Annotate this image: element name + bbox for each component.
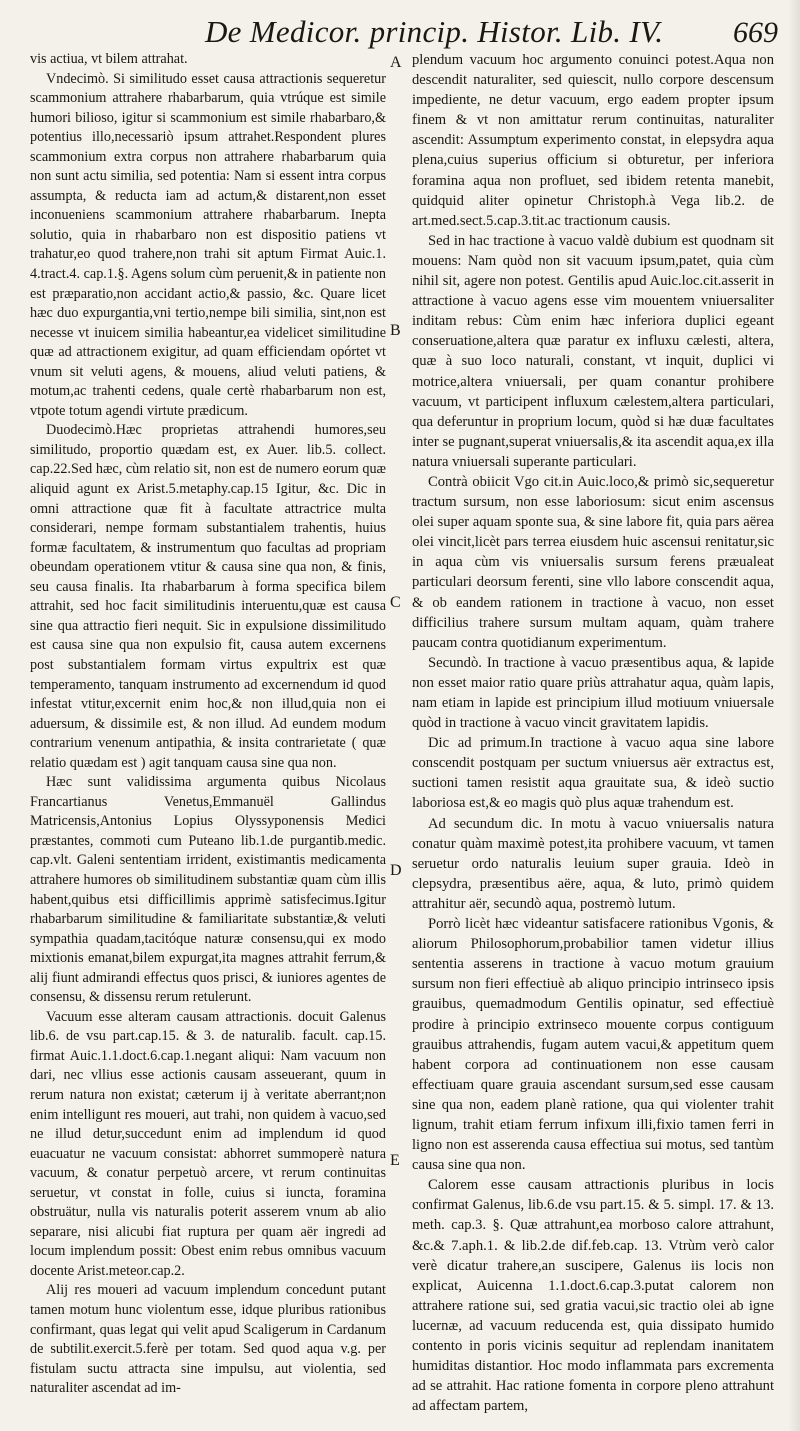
- paragraph: Ad secundum dic. In motu à vacuo vniuersalis natura conatur quàm maximè potest,ita prohibere vacuum, vt tamen seruetur ordo naturalis leuium super grauia. Ideò in clepsydra, præsentibus aëre, aqua, & luto, primò quidem attrahitur aër, secundò aqua, postremò lutum.: [412, 815, 774, 912]
- margin-letter-b: B: [390, 322, 401, 339]
- left-column: [30, 50, 386, 1399]
- page-header: [0, 14, 800, 54]
- paragraph: Duodecimò.Hæc proprietas attrahendi humores,seu similitudo, proportio quædam est, ex Auer. lib.5. collect. cap.22.Sed hæc, cùm relatio sit, non est de numero eorum quæ aliquid agunt ex Arist.5.metaphy.cap.15 Igitur, &c. Dic in omni attractione quæ fit à facultate attractrice multa considerari, nempe formam substantialem trahentis, huius formæ facultatem, & instrumentum quo facultas ad propriam obeundam operationem vtitur & causa sine qua non, & finis, seu causa finalis. Ita rhabarbarum à forma specifica bilem attrahit, sed hoc facit similitudinis interuentu,quæ est causa sine qua attractio fieri nequit. Sic in expulsione dissimilitudo est causa sine qua non expulsio fit, causa autem excernens post substantialem formam virtus expultrix est quæ temperamento, tanquam instrumento ad excernendum id quod infestat vtitur,excernit enim hoc,& non illud,quia non ei aduersum, & dissimile est, & non illud. Ad eundem modum contrarium venenum antipathia, & insita contrarietate ( quæ relatio quædam est ) agit tanquam causa sine qua non.: [30, 422, 386, 771]
- right-column: [412, 50, 774, 1416]
- paragraph: Dic ad primum.In tractione à vacuo aqua sine labore conscendit postquam per suctum vniuersus aër extractus est, suctioni tamen resistit aqua grauitate sua, & ideò suctio laboriosa est,& eo magis quò plus aquæ trahendum est.: [412, 735, 774, 812]
- paragraph: Secundò. In tractione à vacuo præsentibus aqua, & lapide non esset maior ratio quare priùs attrahatur aqua, quàm lapis, nam etiam in lapide est principium illud motiuum vniuersale quòd in tractione à vacuo vincit gravitatem lapidis.: [412, 654, 774, 732]
- paragraph: Calorem esse causam attractionis pluribus in locis confirmat Galenus, lib.6.de vsu part.15. & 5. simpl. 17. & 13. meth. cap.3. §. Quæ attrahunt,ea morboso calore attrahunt, &c.& 7.aph.1. & lib.2.de dif.feb.cap. 13. Vtrùm verò calor verè dicatur trahere,an suscipere, Galenus iis locis non explicat, Auicenna 1.1.doct.6.cap.3.putat calorem non attrahere ratione sui, sed gratia vacui,sic tractio olei ab igne lucernæ, ad vacuum reducenda est, quia dissipato humido contento in poris vicinis sequitur ad replendam inanitatem humiditas distantior. Hoc modo inflammata pars excrementa ad se attrahit. Hac ratione fomenta in corpore pleno attrahunt ad affectam partem,: [412, 1177, 774, 1415]
- paragraph: Vacuum esse alteram causam attractionis. docuit Galenus lib.6. de vsu part.cap.15. & 3. de naturalib. facult. cap.15. firmat Auic.1.1.doct.6.cap.1.negant aliqui: Nam vacuum non dari, nec vllius esse actionis causam asseuerant, quum in rerum natura non existat; cæterum ij à veritate aberrant;non enim intelligunt res moueri, aut trahi, non quidem à vacuo,sed ne illud detur,succedunt enim ad implendum id quod euacuatur ne vacuum consistat: abhorret summoperè natura vacuum, & conatur perpetuò arcere, vt rerum continuitas seruetur, vt constat in folle, cuius si iuncta, foramina obstruätur, nulla vis naturalis poterit asserem vnum ab alio separare, nisi alicubi fiat ruptura per quam aër ingredi ad locum implendum possit: Obest enim rebus omnibus vacuum docente Arist.meteor.cap.2.: [30, 1008, 386, 1279]
- running-title: De Medicor. princip. Histor. Lib. IV.: [205, 14, 664, 49]
- paragraph: Porrò licèt hæc videantur satisfacere rationibus Vgonis, & aliorum Philosophorum,probabilior tamen videtur illius sententia asserens in tractione à vacuo motum grauium sursum non fieri effectiuè ab aliquo principio intrinseco ipsis grauibus, quemadmodum Gentilis opinatur, sed effectiuè prodire à principio extrinseco mouente corpus contiguum grauibus attrahendis, fugam autem vacui,& appetitum quem habent corpora ad continuationem non esse causam effectiuam quare grauia ascendant sursum,sed esse causam sine qua non, eadem planè ratione, qua qui violenter trahit lignum, trahit etiam ferrum infixum illi,fixio tamen ferri in ligno non est asserenda causa effectiua sui motus, sed tantùm causa sine qua non.: [412, 916, 774, 1174]
- page-number: 669: [733, 16, 778, 49]
- paragraph: Contrà obiicit Vgo cit.in Auic.loco,& primò sic,sequeretur tractum sursum, non esse laboriosum: sicut enim ascensus olei super aquam sponte sua, & sine labore fit, quia pars aërea olei vincit,licèt pars terrea eiusdem huic ascensui renitatur,sic in aqua cùm vis vniuersalis sursum ferens præualeat particulari deorsum ferenti, sine vllo labore conscendit aqua, & ob eandem rationem in tractione à vacuo, non esset difficilius trahere sursum multam aquam, quàm trahere paucam contra quotidianum experimentum.: [412, 473, 774, 651]
- paragraph: vis actiua, vt bilem attrahat.: [30, 51, 188, 67]
- margin-letter-d: D: [390, 862, 402, 879]
- paragraph: Vndecimò. Si similitudo esset causa attractionis sequeretur scammonium attrahere rhabarbarum, quia vtrúque est simile humori bilioso, igitur si scammonium est simile rhabarbaro,& potentius illo,necessariò ipsum attrahet.Respondent plures scammonium extra corpus non attrahere rhabarbarum quia non sunt actu similia, sed potentia: Nam si essent intra corpus assumpta, & reducta iam ad actum,& distarent,non esset inconueniens scammonium attrahere rhabarbarum. Inepta solutio, quia in rhabarbaro non est dispositio patiens vt trahatur,eo quod trahere,non trahi sit aptum Firmat Auic.1. 4.tract.4. cap.1.§. Agens solum cùm peruenit,& in patiente non est præparatio,non accidant actio,& passio, &c. Quare licet hæc duo expurgantia,vni tertio,nempe bili similia, sint,non est necesse vt inuicem similia habeantur,ea videlicet similitudine quæ ad attractionem exigitur, ad quam efficiendam opórtet vt vnum sit veluti agens, & mouens, aliud veluti patiens, & motum,ac trahenti cedens, quale certè rhabarbarum non est, vtpote totum agendi virtute prædicum.: [30, 70, 386, 419]
- margin-letter-a: A: [390, 54, 402, 71]
- paragraph: plendum vacuum hoc argumento conuinci potest.Aqua non descendit naturaliter, sed quiescit, nullo corpore descensum impediente, ne detur vacuum, ergo eadem propter ipsum finem & vt non amittatur rerum continuitas, naturaliter ascendit: Assumptum experimento constat, in elepsydra aqua plena,cuius superius officium si obturetur, per inferiora foramina aqua non profluet, sed ibidem retenta manebit, quidquid aliter opinetur Christoph.à Vega lib.2. de art.med.sect.5.cap.3.tit.ac tractionum causis.: [412, 52, 774, 229]
- margin-letter-e: E: [390, 1152, 400, 1169]
- paragraph: Sed in hac tractione à vacuo valdè dubium est quodnam sit mouens: Nam quòd non sit vacuum ipsum,patet, quia cùm nihil sit, agere non potest. Gentilis apud Auic.loc.cit.asserit in attractione à vacuo agens esse vim mouentem vniuersaliter inditam rebus: Cùm enim hæc inferiora duplici egeant conseruatione,altera quæ paratur ex influxu cælesti, altera, quæ à suo loco naturali, constant, vt inquit, duplici vi motrice,altera vniuersali, per quam conantur prohibere vacuum, vt participent influxum cælestem,altera particulari, qua deferuntur in proprium locum, quòd si hæ duæ facultates inter se pugnant,superat vniuersalis,& ita ascendit aqua,ex illa natura vniuersali superante particulari.: [412, 232, 774, 470]
- paragraph: Alij res moueri ad vacuum implendum concedunt putant tamen motum hunc violentum esse, idque pluribus rationibus confirmant, quas legat qui velit apud Scaligerum in Cardanum de subtilit.exercit.5.ferè per totam. Sed quod aqua v.g. per fistulam suctu attracta sine impulsu, aut violentia, sed naturaliter ascendat ad im-: [30, 1282, 386, 1397]
- paragraph: Hæc sunt validissima argumenta quibus Nicolaus Francartianus Venetus,Emmanuël Gallindus Matricensis,Antonius Lopius Olyssyponensis Medici præstantes, commoti cum Puteano lib.1.de purgantib.medic. cap.vlt. Galeni sententiam irrident, existimantis medicamenta attrahere humores ob similitudinem substantiæ quam cùm illis habent,quibus etsi difficillimis apprimè satisfecimus.Igitur rhabarbarum similitudine & familiaritate substantiæ,& veluti sympathia quadam,tacitóque naturæ consensu,qui ex modo mixtionis emanat,bilem expurgat,ita magnes attrahit ferrum,& alij fiunt admirandi effectus quos prisci, & iuniores agentes de consensu, & dissensu rerum retulerunt.: [30, 774, 386, 1006]
- page-edge-shadow: [788, 0, 800, 1431]
- margin-letter-c: C: [390, 594, 401, 611]
